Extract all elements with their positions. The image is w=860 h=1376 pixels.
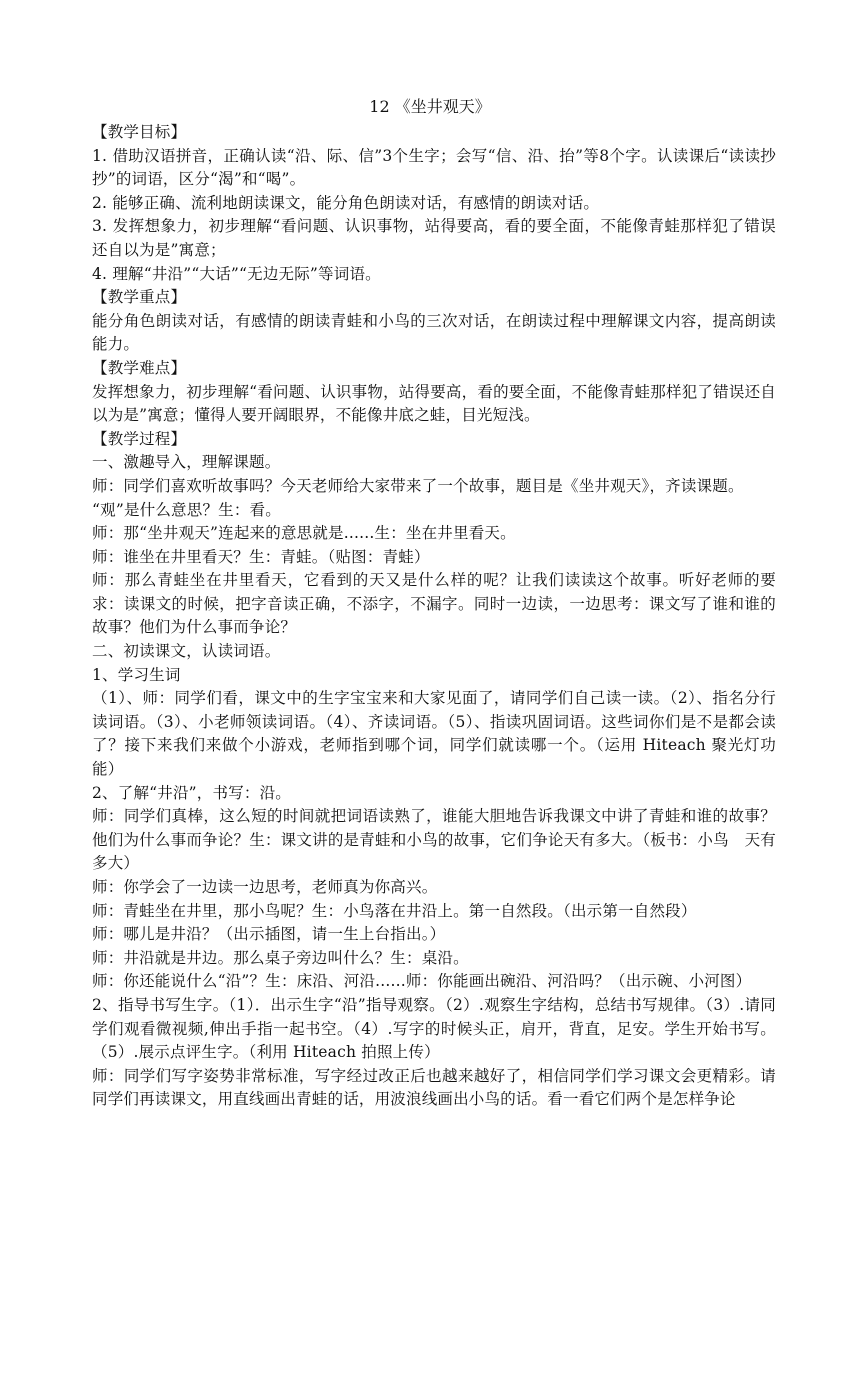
paragraph: 1、学习生词	[92, 665, 181, 684]
paragraph: 师：谁坐在井里看天？生：青蛙。（贴图：青蛙）	[92, 547, 430, 566]
document-body	[92, 121, 776, 1112]
paragraph: 2、指导书写生字。（1）．出示生字“沿”指导观察。（2）.观察生字结构，总结书写规律。（3）.请同学们观看微视频,伸出手指一起书空。（4）.写字的时候头正，肩开，背直，足安。学生开始书写。（5）.展示点评生字。（利用 Hiteach 拍照上传）	[92, 995, 776, 1062]
paragraph: （1）、师：同学们看，课文中的生字宝宝来和大家见面了，请同学们自己读一读。（2）、指名分行读词语。（3）、小老师领读词语。（4）、齐读词语。（5）、指读巩固词语。这些词你们是不是都会读了？接下来我们来做个小游戏，老师指到哪个词，同学们就读哪一个。（运用 Hiteach 聚光灯功能）	[92, 689, 776, 779]
paragraph: 师：那“坐井观天”连起来的意思就是......生：坐在井里看天。	[92, 524, 516, 543]
section-heading-process: 【教学过程】	[92, 429, 187, 448]
paragraph: 师：同学们写字姿势非常标准，写字经过改正后也越来越好了，相信同学们学习课文会更精彩。请同学们再读课文，用直线画出青蛙的话，用波浪线画出小鸟的话。看一看它们两个是怎样争论	[92, 1066, 776, 1109]
paragraph: 2. 能够正确、流利地朗读课文，能分角色朗读对话，有感情的朗读对话。	[92, 193, 600, 212]
paragraph: 师：你还能说什么“沿”？生：床沿、河沿......师：你能画出碗沿、河沿吗？（出示碗、小河图）	[92, 972, 752, 991]
document-title: 12 《坐井观天》	[369, 97, 491, 116]
paragraph: 2、了解“井沿”，书写：沿。	[92, 783, 292, 802]
paragraph: 师：井沿就是井边。那么桌子旁边叫什么？生：桌沿。	[92, 948, 469, 967]
paragraph: 师：同学们真棒，这么短的时间就把词语读熟了，谁能大胆地告诉我课文中讲了青蛙和谁的故事？他们为什么事而争论？生：课文讲的是青蛙和小鸟的故事，它们争论天有多大。（板书：小鸟 天有多大）	[92, 807, 776, 873]
paragraph: 师：同学们喜欢听故事吗？今天老师给大家带来了一个故事，题目是《坐井观天》，齐读课题。	[92, 476, 744, 495]
paragraph: 一、激趣导入，理解课题。	[92, 453, 281, 472]
paragraph: 二、初读课文，认读词语。	[92, 642, 281, 661]
paragraph: 发挥想象力，初步理解“看问题、认识事物，站得要高，看的要全面，不能像青蛙那样犯了错误还自以为是”寓意；懂得人要开阔眼界，不能像井底之蛙，目光短浅。	[92, 382, 776, 425]
paragraph: 1. 借助汉语拼音，正确认读“沿、际、信”3个生字；会写“信、沿、抬”等8个字。认读课后“读读抄抄”的词语，区分“渴”和“喝”。	[92, 146, 776, 189]
section-heading-key-points: 【教学重点】	[92, 288, 187, 307]
paragraph: 3. 发挥想象力，初步理解“看问题、认识事物，站得要高，看的要全面，不能像青蛙那样犯了错误还自以为是”寓意；	[92, 217, 776, 259]
paragraph: 师：你学会了一边读一边思考，老师真为你高兴。	[92, 878, 438, 896]
paragraph: 师：那么青蛙坐在井里看天，它看到的天又是什么样的呢？让我们读读这个故事。听好老师的要求：读课文的时候，把字音读正确，不添字，不漏字。同时一边读，一边思考：课文写了谁和谁的故事？他们为什么事而争论？	[92, 571, 776, 637]
paragraph: 4. 理解“井沿”“大话”“无边无际”等词语。	[92, 264, 381, 283]
section-heading-goals: 【教学目标】	[92, 123, 187, 141]
paragraph: 师：青蛙坐在井里，那小鸟呢？生：小鸟落在井沿上。第一自然段。（出示第一自然段）	[92, 901, 697, 920]
paragraph: 师：哪儿是井沿？（出示插图，请一生上台指出。）	[92, 925, 446, 944]
section-heading-difficulties: 【教学难点】	[92, 358, 187, 377]
paragraph: 能分角色朗读对话，有感情的朗读青蛙和小鸟的三次对话，在朗读过程中理解课文内容，提高朗读能力。	[92, 311, 776, 354]
paragraph: “观”是什么意思？生：看。	[92, 500, 281, 519]
